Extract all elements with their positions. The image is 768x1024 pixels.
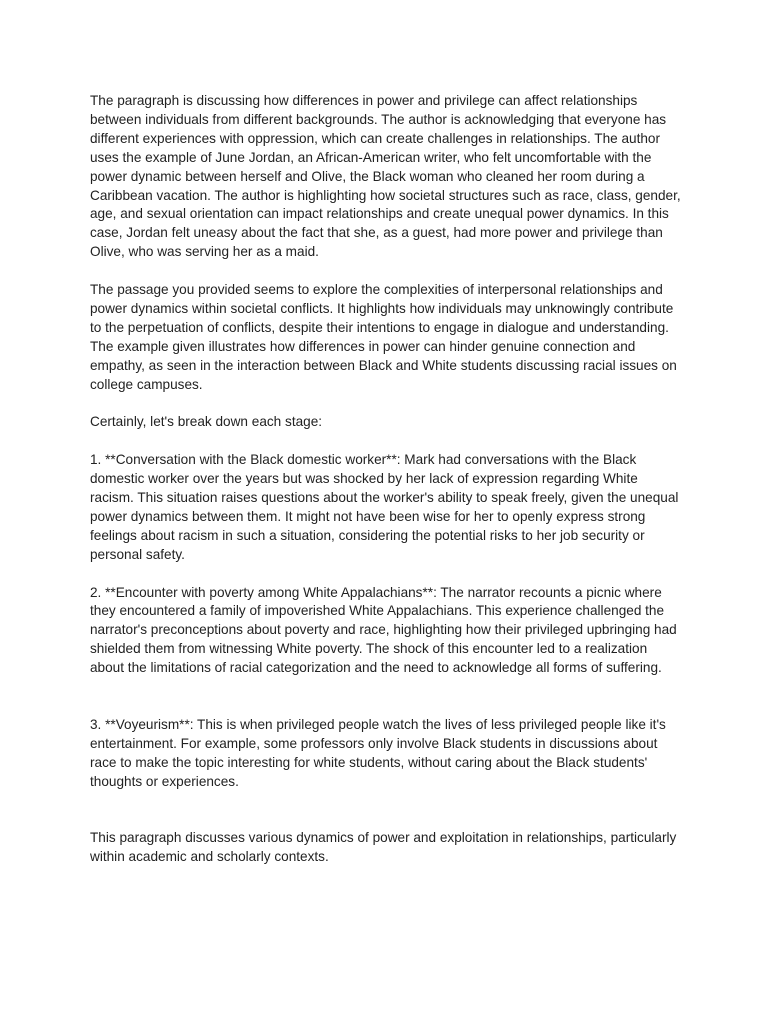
paragraph-spacer [90,678,682,716]
paragraph-spacer [90,394,682,413]
paragraph-stage-3: 3. **Voyeurism**: This is when privileged people watch the lives of less privileged people like it's entertainment. For example, some professors only involve Black students in discussions about race to make the topic interesting for white students, without caring about the Black students' thoughts or experiences. [90,716,666,789]
paragraph-spacer [90,791,682,829]
paragraph-interpersonal-conflicts: The passage you provided seems to explore the complexities of interpersonal relationships and power dynamics within societal conflicts. It highlights how individuals may unknowingly contribute to the perpetuation of conflicts, despite their intentions to engage in dialogue and understanding. The example given illustrates how differences in power can hinder genuine connection and empathy, as seen in the interaction between Black and White students discussing racial issues on college campuses. [90,282,677,392]
paragraph-summary: This paragraph discusses various dynamics of power and exploitation in relationships, particularly within academic and scholarly contexts. [90,830,677,865]
paragraph-stage-1: 1. **Conversation with the Black domestic worker**: Mark had conversations with the Black domestic worker over the years but was shocked by her lack of expression regarding White racism. This situation raises questions about the worker's ability to speak freely, given the unequal power dynamics between them. It might not have been wise for her to openly express strong feelings about racism in such a situation, considering the potential risks to her job security or personal safety. [90,452,679,562]
paragraph-spacer [90,262,682,281]
paragraph-spacer [90,432,682,451]
paragraph-breakdown-intro: Certainly, let's break down each stage: [90,414,323,430]
document-body [90,92,682,867]
paragraph-spacer [90,565,682,584]
paragraph-power-privilege: The paragraph is discussing how differences in power and privilege can affect relationships between individuals from different backgrounds. The author is acknowledging that everyone has different experiences with oppression, which can create challenges in relationships. The author uses the example of June Jordan, an African-American writer, who felt uncomfortable with the power dynamic between herself and Olive, the Black woman who cleaned her room during a Caribbean vacation. The author is highlighting how societal structures such as race, class, gender, age, and sexual orientation can impact relationships and create unequal power dynamics. In this case, Jordan felt uneasy about the fact that she, as a guest, had more power and privilege than Olive, who was serving her as a maid. [90,93,681,260]
paragraph-stage-2: 2. **Encounter with poverty among White Appalachians**: The narrator recounts a picnic where they encountered a family of impoverished White Appalachians. This experience challenged the narrator's preconceptions about poverty and race, highlighting how their privileged upbringing had shielded them from witnessing White poverty. The shock of this encounter led to a realization about the limitations of racial categorization and the need to acknowledge all forms of suffering. [90,584,677,676]
